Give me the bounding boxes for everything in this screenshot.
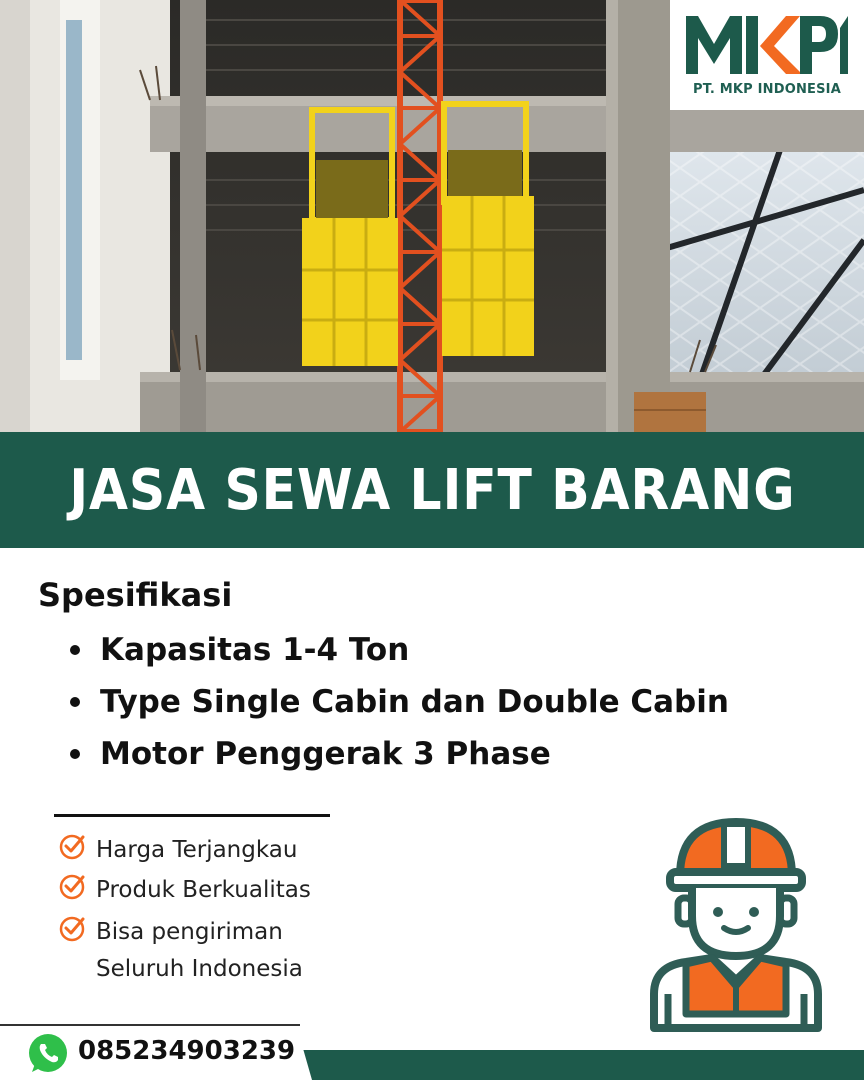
- bullet-icon: [70, 645, 80, 655]
- spec-list: [70, 624, 729, 780]
- title-banner: [0, 432, 864, 548]
- spec-heading: Spesifikasi: [38, 576, 233, 614]
- feature-label: Harga Terjangkau: [96, 837, 298, 863]
- contact-box-border: [0, 1024, 300, 1026]
- bullet-icon: [70, 749, 80, 759]
- check-circle-icon: [58, 872, 86, 900]
- footer-bar: [290, 1050, 864, 1080]
- spec-item-type: [70, 676, 729, 728]
- spec-item-label: Kapasitas 1-4 Ton: [100, 632, 410, 668]
- check-circle-icon: [58, 914, 86, 942]
- feature-item-price: [58, 832, 297, 869]
- spec-item-label: Type Single Cabin dan Double Cabin: [100, 684, 729, 720]
- spec-item-capacity: [70, 624, 729, 676]
- page-title: JASA SEWA LIFT BARANG: [68, 457, 796, 523]
- spec-item-motor: [70, 728, 729, 780]
- whatsapp-icon[interactable]: [26, 1032, 70, 1076]
- company-name: PT. MKP INDONESIA: [693, 82, 841, 97]
- section-divider: [54, 814, 330, 817]
- feature-label: Seluruh Indonesia: [96, 956, 303, 982]
- feature-label: Bisa pengiriman: [96, 919, 283, 945]
- worker-icon: [646, 816, 826, 1034]
- spec-item-label: Motor Penggerak 3 Phase: [100, 736, 551, 772]
- company-logo: [670, 0, 864, 110]
- bullet-icon: [70, 697, 80, 707]
- feature-label: Produk Berkualitas: [96, 877, 311, 903]
- phone-number[interactable]: 085234903239: [78, 1036, 296, 1066]
- mkpi-logo-mark: [682, 8, 852, 80]
- feature-item-shipping: [58, 914, 303, 988]
- check-circle-icon: [58, 832, 86, 860]
- feature-item-quality: [58, 872, 311, 909]
